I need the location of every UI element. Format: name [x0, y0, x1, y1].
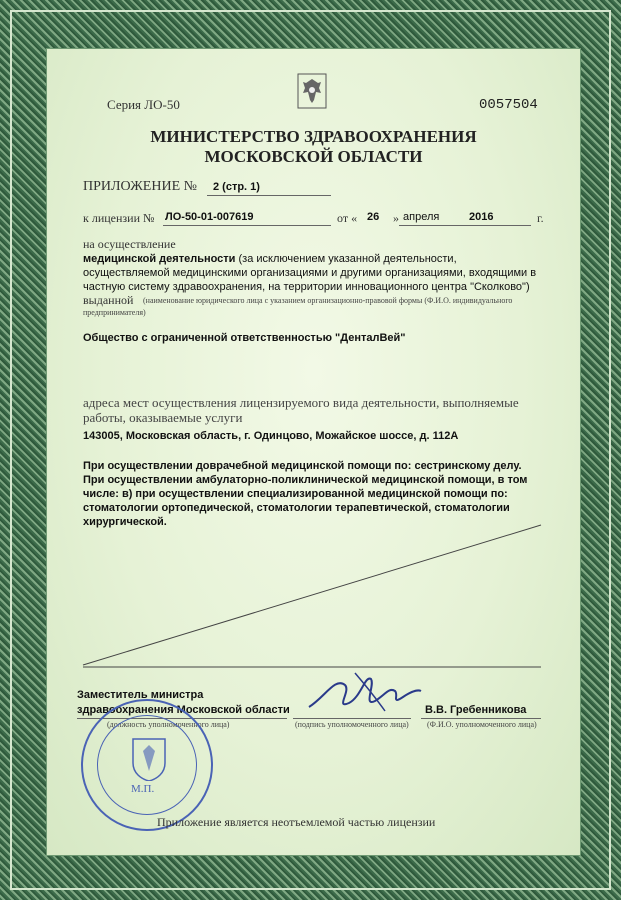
issued-label: выданной — [83, 293, 134, 307]
service-line: стоматологии ортопедической, стоматологии терапевтической, стоматологии — [83, 502, 510, 514]
service-line: При осуществлении амбулаторно-поликлинической медицинской помощи, в том — [83, 474, 528, 486]
footer-note: Приложение является неотъемлемой частью лицензии — [157, 815, 436, 829]
appendix-value: 2 (стр. 1) — [213, 181, 260, 193]
signature-underline — [293, 718, 411, 719]
license-prefix: к лицензии № — [83, 211, 155, 225]
activity-rest: (за исключением указанной деятельности, — [235, 253, 457, 265]
license-number: 0057504 — [479, 97, 538, 113]
series-label: Серия ЛО-50 — [107, 97, 180, 112]
activity-intro: на осуществление — [83, 237, 176, 251]
coat-of-arms-icon — [297, 73, 327, 109]
official-seal — [81, 699, 213, 831]
activity-bold: медицинской деятельности — [83, 253, 236, 265]
license-day-close: » — [393, 211, 399, 225]
name-underline — [421, 718, 541, 719]
license-ref: ЛО-50-01-007619 — [165, 211, 254, 223]
issued-note-1: (наименование юридического лица с указанием организационно-правовой формы (Ф.И.О. индивидуального — [143, 296, 513, 305]
signatory-position-1: Заместитель министра — [77, 689, 204, 701]
service-line: числе: в) при осуществлении специализированной медицинской помощи по: — [83, 488, 508, 500]
note-name: (Ф.И.О. уполномоченного лица) — [427, 720, 537, 729]
date-underline — [399, 225, 531, 226]
ministry-line-1: МИНИСТЕРСТВО ЗДРАВООХРАНЕНИЯ — [150, 127, 477, 146]
signatory-position-2: здравоохранения Московской области — [77, 704, 290, 716]
activity-line-3: частную систему здравоохранения, на территории инновационного центра "Сколково") — [83, 281, 530, 293]
address: 143005, Московская область, г. Одинцово, Можайское шоссе, д. 112А — [83, 430, 459, 442]
license-year: 2016 — [469, 211, 494, 223]
organization-name: Общество с ограниченной ответственностью "ДенталВей" — [83, 332, 406, 344]
ministry-line-2: МОСКОВСКОЙ ОБЛАСТИ — [204, 147, 423, 166]
handwritten-signature — [305, 667, 425, 719]
license-month: апреля — [403, 211, 440, 223]
service-line: При осуществлении доврачебной медицинской помощи по: сестринскому делу. — [83, 460, 522, 472]
certificate-paper — [46, 48, 581, 856]
note-signature: (подпись уполномоченного лица) — [295, 720, 409, 729]
seal-mp: М.П. — [131, 783, 155, 795]
note-position: (должность уполномоченного лица) — [107, 720, 230, 729]
appendix-underline — [207, 195, 331, 196]
activity-line-1 — [83, 252, 553, 266]
activity-line-2: осуществляемой медицинскими организациями и другими организациями, входящими в — [83, 267, 537, 279]
signatory-name: В.В. Гребенникова — [425, 704, 527, 716]
license-from: от « — [337, 211, 358, 225]
service-line: хирургической. — [83, 516, 167, 528]
seal-emblem-icon — [129, 735, 169, 781]
addresses-line-1: адреса мест осуществления лицензируемого вида деятельности, выполняемые — [83, 395, 519, 410]
issued-note-2: предпринимателя) — [83, 308, 146, 317]
license-year-suffix: г. — [537, 211, 544, 225]
license-underline — [163, 225, 331, 226]
appendix-label: ПРИЛОЖЕНИЕ № — [83, 179, 197, 194]
addresses-line-2: работы, оказываемые услуги — [83, 410, 243, 425]
cancel-diagonal — [77, 519, 547, 669]
license-day: 26 — [367, 211, 380, 223]
